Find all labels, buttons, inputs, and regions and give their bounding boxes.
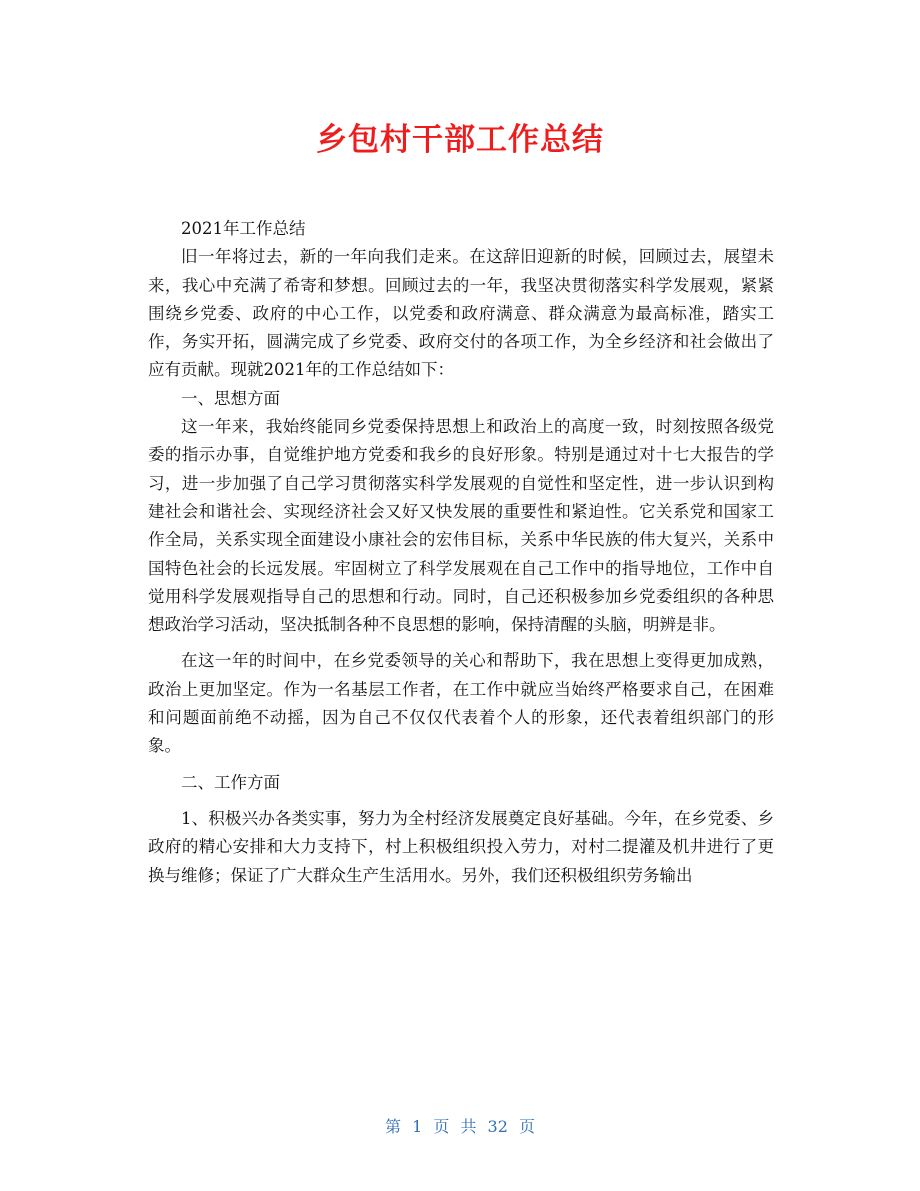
document-title: 乡包村干部工作总结 bbox=[316, 122, 604, 158]
document-subtitle: 2021年工作总结 bbox=[181, 219, 306, 238]
paragraph-intro: 旧一年将过去，新的一年向我们走来。在这辞旧迎新的时候，回顾过去，展望未来，我心中充满了希寄和梦想。回顾过去的一年，我坚决贯彻落实科学发展观，紧紧围绕乡党委、政府的中心工作，以党委和政府满意、群众满意为最高标准，踏实工作，务实开拓，圆满完成了乡党委、政府交付的各项工作，为全乡经济和社会做出了应有贡献。现就2021年的工作总结如下： bbox=[148, 247, 774, 380]
paragraph-work-1: 1、积极兴办各类实事，努力为全村经济发展奠定良好基础。今年，在乡党委、乡政府的精心安排和大力支持下，村上积极组织投入劳力，对村二提灌及机井进行了更换与维修；保证了广大群众生产生活用水。另外，我们还积极组织劳务输出 bbox=[148, 808, 774, 885]
document-body bbox=[148, 215, 774, 890]
section-heading-work: 二、工作方面 bbox=[181, 772, 280, 792]
paragraph-growth: 在这一年的时间中，在乡党委领导的关心和帮助下，我在思想上变得更加成熟，政治上更加坚定。作为一名基层工作者，在工作中就应当始终严格要求自己，在困难和问题面前绝不动摇，因为自己不仅仅代表着个人的形象，还代表着组织部门的形象。 bbox=[148, 651, 774, 756]
paragraph-thought: 这一年来，我始终能同乡党委保持思想上和政治上的高度一致，时刻按照各级党委的指示办事，自觉维护地方党委和我乡的良好形象。特别是通过对十七大报告的学习，进一步加强了自己学习贯彻落实科学发展观的自觉性和坚定性，进一步认识到构建社会和谐社会、实现经济社会又好又快发展的重要性和紧迫性。它关系党和国家工作全局，关系实现全面建设小康社会的宏伟目标，关系中华民族的伟大复兴，关系中国特色社会的长远发展。牢固树立了科学发展观在自己工作中的指导地位，工作中自觉用科学发展观指导自己的思想和行动。同时，自己还积极参加乡党委组织的各种思想政治学习活动，坚决抵制各种不良思想的影响，保持清醒的头脑，明辨是非。 bbox=[148, 417, 774, 635]
page-number: 第 1 页 共 32 页 bbox=[385, 1117, 535, 1136]
section-heading-thought: 一、思想方面 bbox=[181, 388, 280, 408]
